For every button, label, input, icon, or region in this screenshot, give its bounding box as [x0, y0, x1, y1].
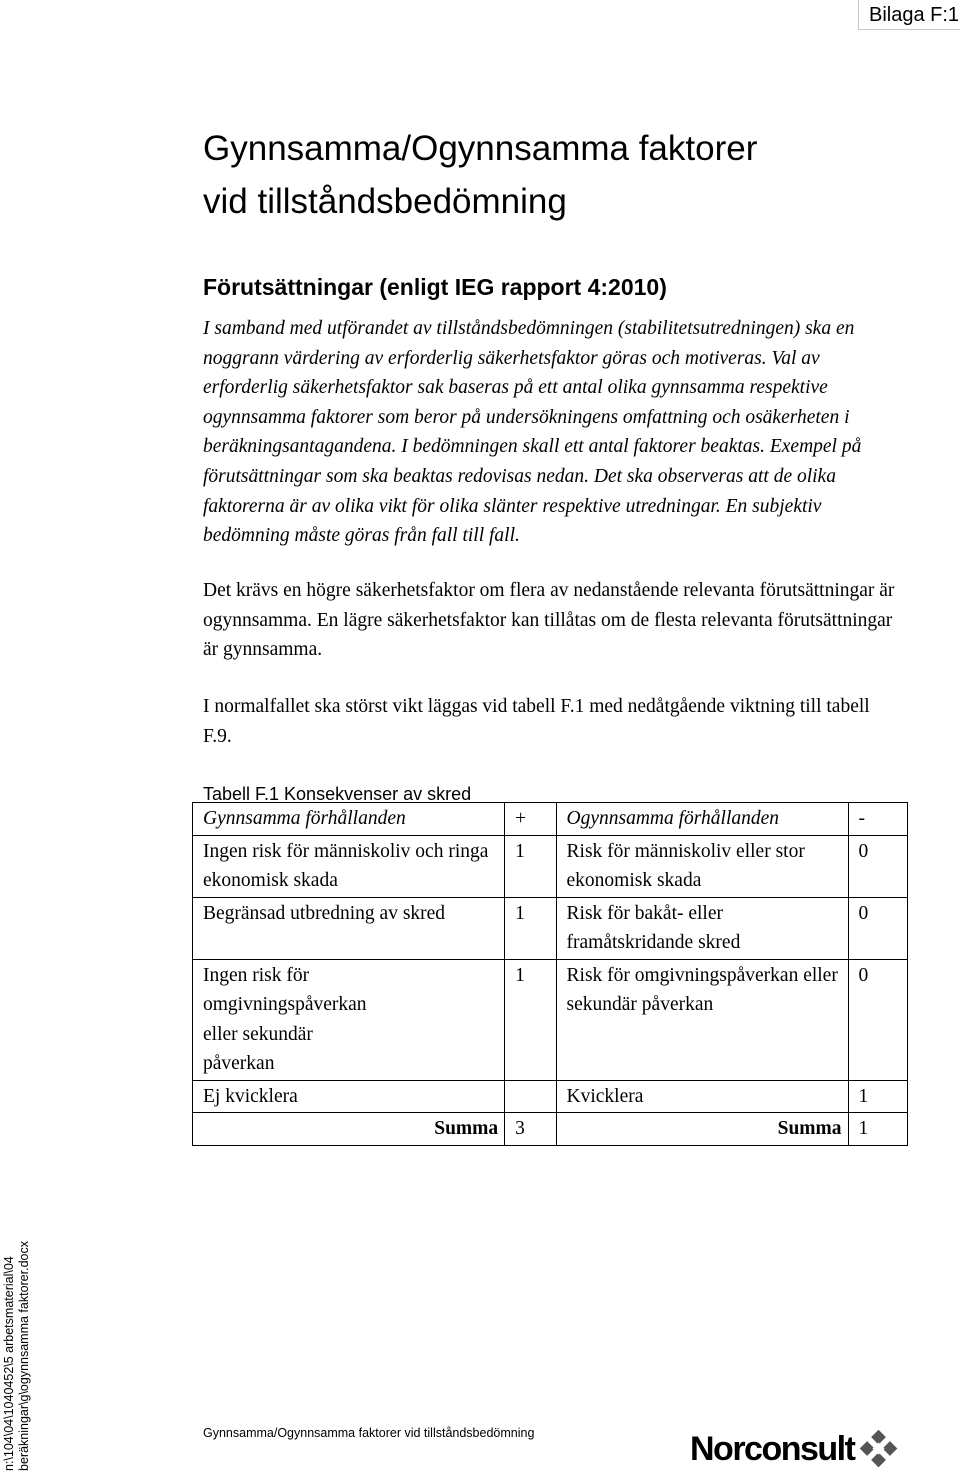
intro-paragraph: I samband med utförandet av tillståndsbedömningen (stabilitetsutredningen) ska en noggrann värdering av erforderlig säkerhetsfaktor göras och motiveras. Val av erforderlig säkerhetsfaktor sak baseras på ett antal olika gynnsamma respektive ogynnsamma faktorer som beror på undersökningens omfattning och osäkerheten i beräkningsantagandena. I bedömningen skall ett antal faktorer beaktas. Exempel på förutsättningar som ska beaktas redovisas nedan. Det ska observeras att de olika faktorerna är av olika vikt för olika slänter respektive utredningar. En subjektiv bedömning måste göras från fall till fall. [203, 318, 862, 547]
table-cell: Ingen risk för människoliv och ringa ekonomisk skada [193, 835, 505, 897]
table-cell: 1 [505, 897, 556, 959]
sum-value-right: 1 [848, 1113, 907, 1146]
table-cell: Kvicklera [556, 1080, 848, 1113]
document-title [203, 122, 903, 228]
header-unfavourable: Ogynnsamma förhållanden [556, 803, 848, 836]
table-row [193, 1080, 908, 1113]
norconsult-diamond-logo-icon [860, 1430, 898, 1468]
table-cell [505, 1080, 556, 1113]
table-row [193, 897, 908, 959]
consequences-table [192, 802, 908, 1146]
sum-value-left: 3 [505, 1113, 556, 1146]
title-line-1: Gynnsamma/Ogynnsamma faktorer [203, 129, 758, 168]
table-cell: 0 [848, 835, 907, 897]
body-paragraph-2: Det krävs en högre säkerhetsfaktor om flera av nedanstående relevanta förutsättningar är ogynnsamma. En lägre säkerhetsfaktor kan tillåtas om de flesta relevanta förutsättningar är gynnsamma. [203, 580, 895, 660]
table-cell: Ej kvicklera [193, 1080, 505, 1113]
company-logo [690, 1430, 908, 1468]
sum-label-left: Summa [193, 1113, 505, 1146]
logo-text: Norconsult [690, 1430, 855, 1468]
table-header-row [193, 803, 908, 836]
table-cell: Risk för bakåt- eller framåtskridande skred [556, 897, 848, 959]
appendix-label: Bilaga F:1 [858, 0, 960, 30]
table-cell: 1 [505, 835, 556, 897]
table-cell: 1 [505, 959, 556, 1080]
table-cell: Risk för omgivningspåverkan eller sekundär påverkan [556, 959, 848, 1080]
file-path: n:\104\04\1040452\5 arbetsmaterial\04 beräkningar\g\ogynnsamma faktorer.docx [2, 1241, 31, 1471]
table-cell: 0 [848, 897, 907, 959]
table-row [193, 959, 908, 1080]
table-cell: 1 [848, 1080, 907, 1113]
table-cell: Ingen risk för omgivningspåverkan eller sekundär påverkan [193, 959, 505, 1080]
sum-label-right: Summa [556, 1113, 848, 1146]
table-cell: Begränsad utbredning av skred [193, 897, 505, 959]
header-minus: - [848, 803, 907, 836]
title-line-2: vid tillståndsbedömning [203, 182, 567, 221]
header-plus: + [505, 803, 556, 836]
body-paragraph-3: I normalfallet ska störst vikt läggas vid tabell F.1 med nedåtgående viktning till tabell F.9. [203, 696, 870, 747]
table-cell: 0 [848, 959, 907, 1080]
section-heading: Förutsättningar (enligt IEG rapport 4:2010) [203, 274, 667, 300]
table-sum-row [193, 1113, 908, 1146]
footer-document-title: Gynnsamma/Ogynnsamma faktorer vid tillståndsbedömning [203, 1426, 535, 1440]
table-row [193, 835, 908, 897]
header-favourable: Gynnsamma förhållanden [193, 803, 505, 836]
table-caption: Tabell F.1 Konsekvenser av skred [203, 784, 472, 804]
table-cell: Risk för människoliv eller stor ekonomisk skada [556, 835, 848, 897]
